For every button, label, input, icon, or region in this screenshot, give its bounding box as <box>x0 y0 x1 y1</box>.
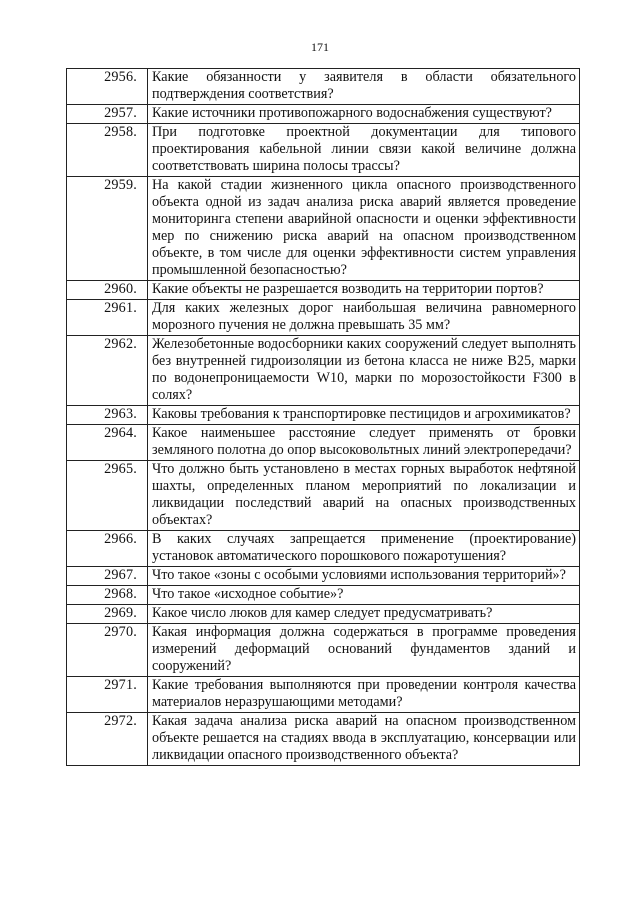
question-number: 2967. <box>67 567 148 586</box>
question-number: 2959. <box>67 177 148 281</box>
table-row <box>67 177 580 281</box>
question-number: 2968. <box>67 586 148 605</box>
question-number: 2969. <box>67 605 148 624</box>
question-text: На какой стадии жизненного цикла опасного производственного объекта одной из задач анализа риска аварий является проведение мониторинга степени аварийной опасности и оценки эффективности мер по снижению риска аварий на опасном производственном объекте, в том числе для оценки эффективности систем управления промышленной безопасностью? <box>148 177 580 281</box>
question-number: 2964. <box>67 425 148 461</box>
table-row <box>67 69 580 105</box>
question-number: 2957. <box>67 105 148 124</box>
table-row <box>67 605 580 624</box>
question-number: 2965. <box>67 461 148 531</box>
question-number: 2958. <box>67 124 148 177</box>
table-row <box>67 281 580 300</box>
table-row <box>67 624 580 677</box>
question-number: 2956. <box>67 69 148 105</box>
table-row <box>67 425 580 461</box>
question-number: 2963. <box>67 406 148 425</box>
question-number: 2966. <box>67 531 148 567</box>
question-number: 2972. <box>67 713 148 766</box>
table-row <box>67 406 580 425</box>
table-row <box>67 586 580 605</box>
table-row <box>67 105 580 124</box>
table-row <box>67 336 580 406</box>
question-text: Какие требования выполняются при проведении контроля качества материалов неразрушающими методами? <box>148 677 580 713</box>
question-number: 2962. <box>67 336 148 406</box>
question-text: Что должно быть установлено в местах горных выработок нефтяной шахты, определенных планом мероприятий по локализации и ликвидации последствий аварий на опасных производственных объектах? <box>148 461 580 531</box>
question-text: Какие источники противопожарного водоснабжения существуют? <box>148 105 580 124</box>
question-text: Что такое «исходное событие»? <box>148 586 580 605</box>
question-text: Каковы требования к транспортировке пестицидов и агрохимикатов? <box>148 406 580 425</box>
question-text: Какая задача анализа риска аварий на опасном производственном объекте решается на стадиях ввода в эксплуатацию, консервации или ликвидации опасного производственного объекта? <box>148 713 580 766</box>
table-row <box>67 531 580 567</box>
question-number: 2960. <box>67 281 148 300</box>
question-text: Какие обязанности у заявителя в области обязательного подтверждения соответствия? <box>148 69 580 105</box>
table-row <box>67 713 580 766</box>
question-text: Что такое «зоны с особыми условиями использования территорий»? <box>148 567 580 586</box>
table-row <box>67 124 580 177</box>
question-text: Какое наименьшее расстояние следует применять от бровки земляного полотна до опор высоковольтных линий электропередачи? <box>148 425 580 461</box>
question-text: Железобетонные водосборники каких сооружений следует выполнять без внутренней гидроизоляции из бетона класса не ниже В25, марки по водонепроницаемости W10, марки по морозостойкости F300 в солях? <box>148 336 580 406</box>
question-text: Какие объекты не разрешается возводить на территории портов? <box>148 281 580 300</box>
table-row <box>67 461 580 531</box>
table-row <box>67 677 580 713</box>
table-row <box>67 567 580 586</box>
question-number: 2961. <box>67 300 148 336</box>
question-text: Какая информация должна содержаться в программе проведения измерений деформаций оснований фундаментов зданий и сооружений? <box>148 624 580 677</box>
question-text: Для каких железных дорог наибольшая величина равномерного морозного пучения не должна превышать 35 мм? <box>148 300 580 336</box>
question-number: 2971. <box>67 677 148 713</box>
question-text: В каких случаях запрещается применение (проектирование) установок автоматического порошкового пожаротушения? <box>148 531 580 567</box>
page-number: 171 <box>311 40 329 54</box>
questions-table <box>66 68 580 766</box>
question-text: При подготовке проектной документации для типового проектирования кабельной линии связи какой величине должна соответствовать ширина полосы трассы? <box>148 124 580 177</box>
question-number: 2970. <box>67 624 148 677</box>
question-text: Какое число люков для камер следует предусматривать? <box>148 605 580 624</box>
table-row <box>67 300 580 336</box>
